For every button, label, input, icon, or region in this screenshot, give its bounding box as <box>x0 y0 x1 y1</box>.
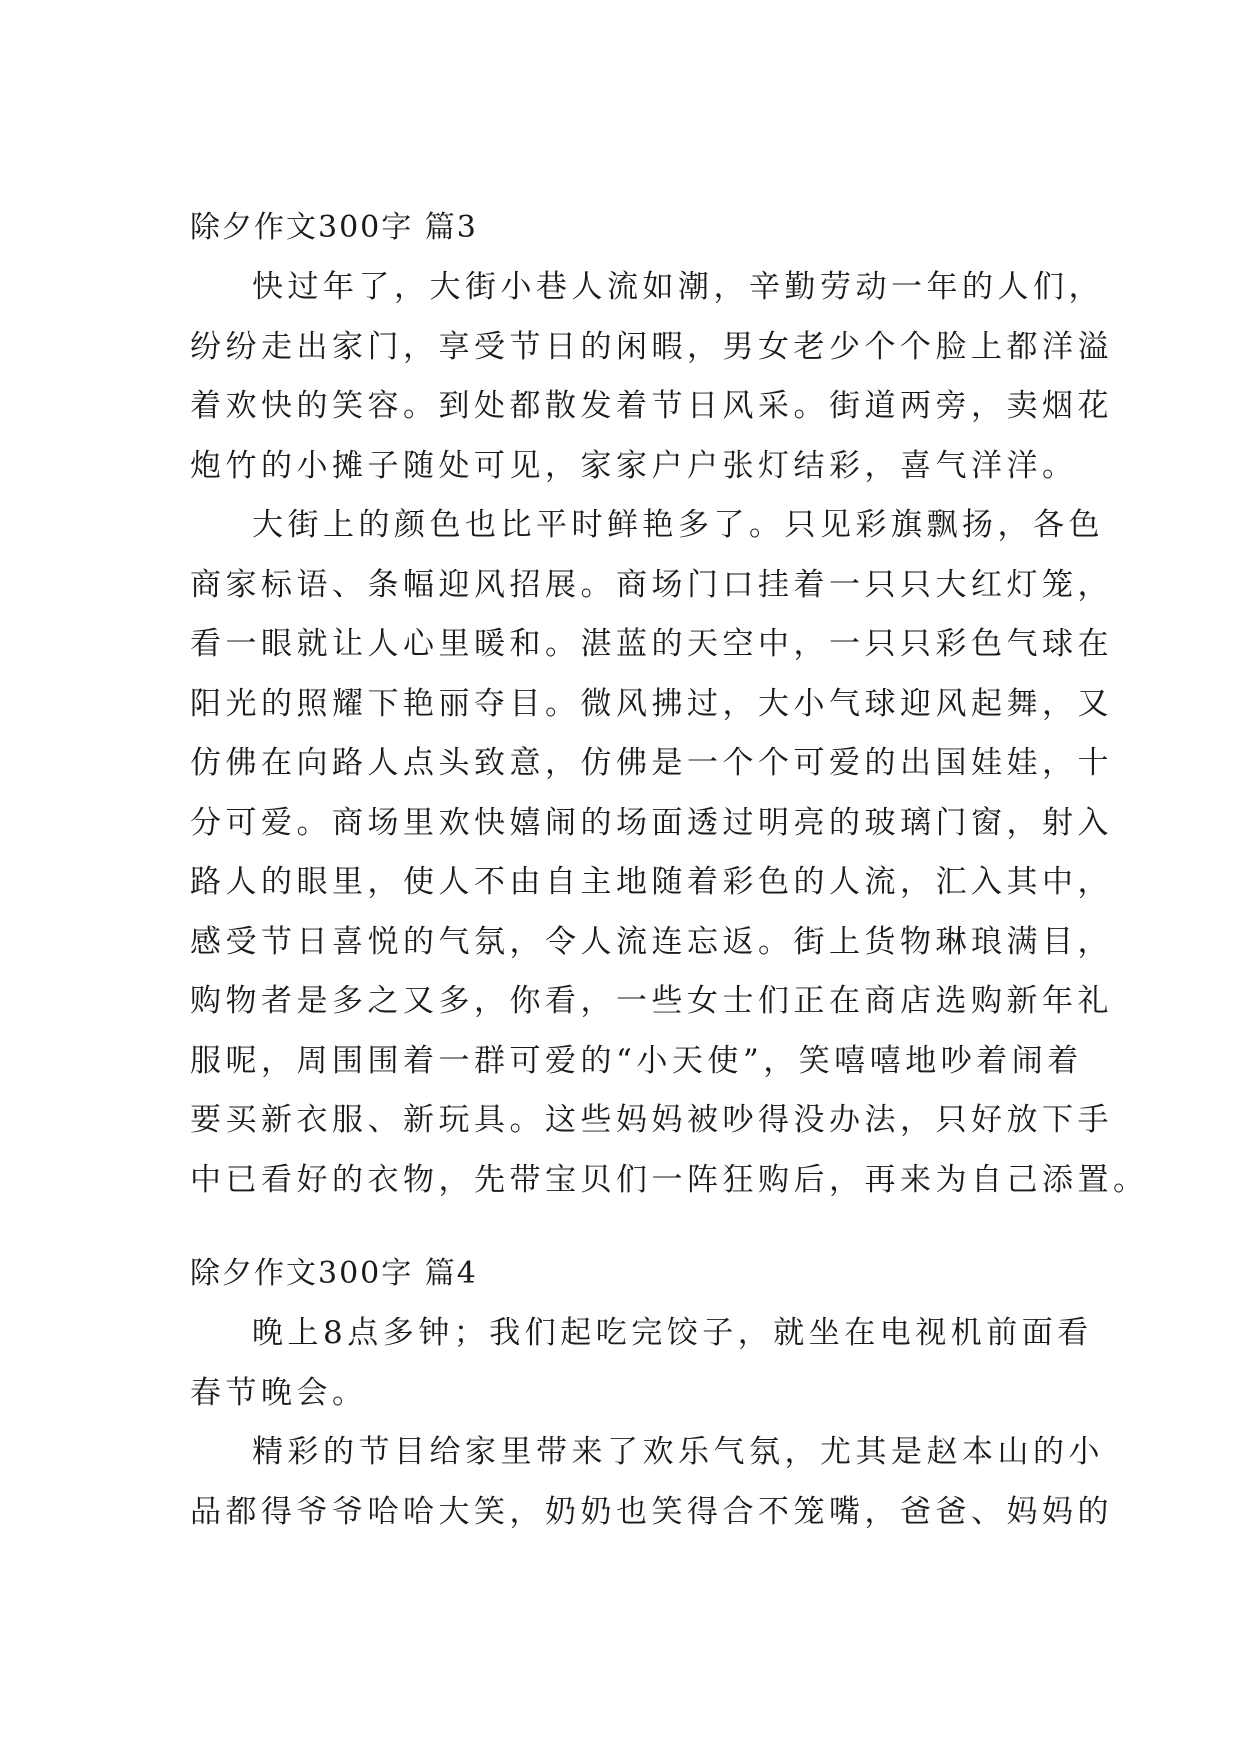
paragraph <box>190 1304 1093 1423</box>
text-line: 分可爱。商场里欢快嬉闹的场面透过明亮的玻璃门窗，射入 <box>190 804 1113 841</box>
essay-section-4 <box>190 1244 1113 1542</box>
text-line: 纷纷走出家门，享受节日的闲暇，男女老少个个脸上都洋溢 <box>190 328 1113 365</box>
text-line: 购物者是多之又多，你看，一些女士们正在商店选购新年礼 <box>190 983 1113 1019</box>
text-line: 服呢，周围围着一群可爱的“小天使”，笑嘻嘻地吵着闹着 <box>190 1042 1083 1079</box>
text-line: 中已看好的衣物，先带宝贝们一阵狂购后，再来为自己添置。 <box>190 1161 1149 1198</box>
essay-section-3 <box>190 198 1149 1210</box>
paragraph <box>190 258 1113 496</box>
text-line: 仿佛在向路人点头致意，仿佛是一个个可爱的出国娃娃，十 <box>190 745 1113 781</box>
text-line: 着欢快的笑容。到处都散发着节日风采。街道两旁，卖烟花 <box>190 388 1113 424</box>
text-line: 晚上8点多钟；我们起吃完饺子，就坐在电视机前面看 <box>252 1315 1093 1351</box>
text-line: 商家标语、条幅迎风招展。商场门口挂着一只只大红灯笼， <box>190 566 1113 603</box>
text-line: 春节晚会。 <box>190 1374 368 1411</box>
paragraph <box>190 496 1149 1210</box>
paragraph <box>190 1423 1113 1542</box>
section-heading: 除夕作文300字 篇4 <box>190 1256 478 1291</box>
text-line: 炮竹的小摊子随处可见，家家户户张灯结彩，喜气洋洋。 <box>190 447 1078 484</box>
text-line: 大街上的颜色也比平时鲜艳多了。只见彩旗飘扬，各色 <box>252 507 1104 543</box>
text-line: 品都得爷爷哈哈大笑，奶奶也笑得合不笼嘴，爸爸、妈妈的 <box>190 1493 1113 1530</box>
text-line: 看一眼就让人心里暖和。湛蓝的天空中，一只只彩色气球在 <box>190 626 1113 662</box>
text-line: 快过年了，大街小巷人流如潮，辛勤劳动一年的人们， <box>252 269 1104 305</box>
text-line: 路人的眼里，使人不由自主地随着彩色的人流，汇入其中， <box>190 864 1113 900</box>
text-line: 要买新衣服、新玩具。这些妈妈被吵得没办法，只好放下手 <box>190 1102 1113 1138</box>
text-line: 阳光的照耀下艳丽夺目。微风拂过，大小气球迎风起舞，又 <box>190 685 1113 722</box>
section-heading: 除夕作文300字 篇3 <box>190 210 478 245</box>
text-line: 精彩的节目给家里带来了欢乐气氛，尤其是赵本山的小 <box>252 1434 1104 1470</box>
document-body <box>190 198 1149 1542</box>
text-line: 感受节日喜悦的气氛，令人流连忘返。街上货物琳琅满目， <box>190 923 1113 960</box>
